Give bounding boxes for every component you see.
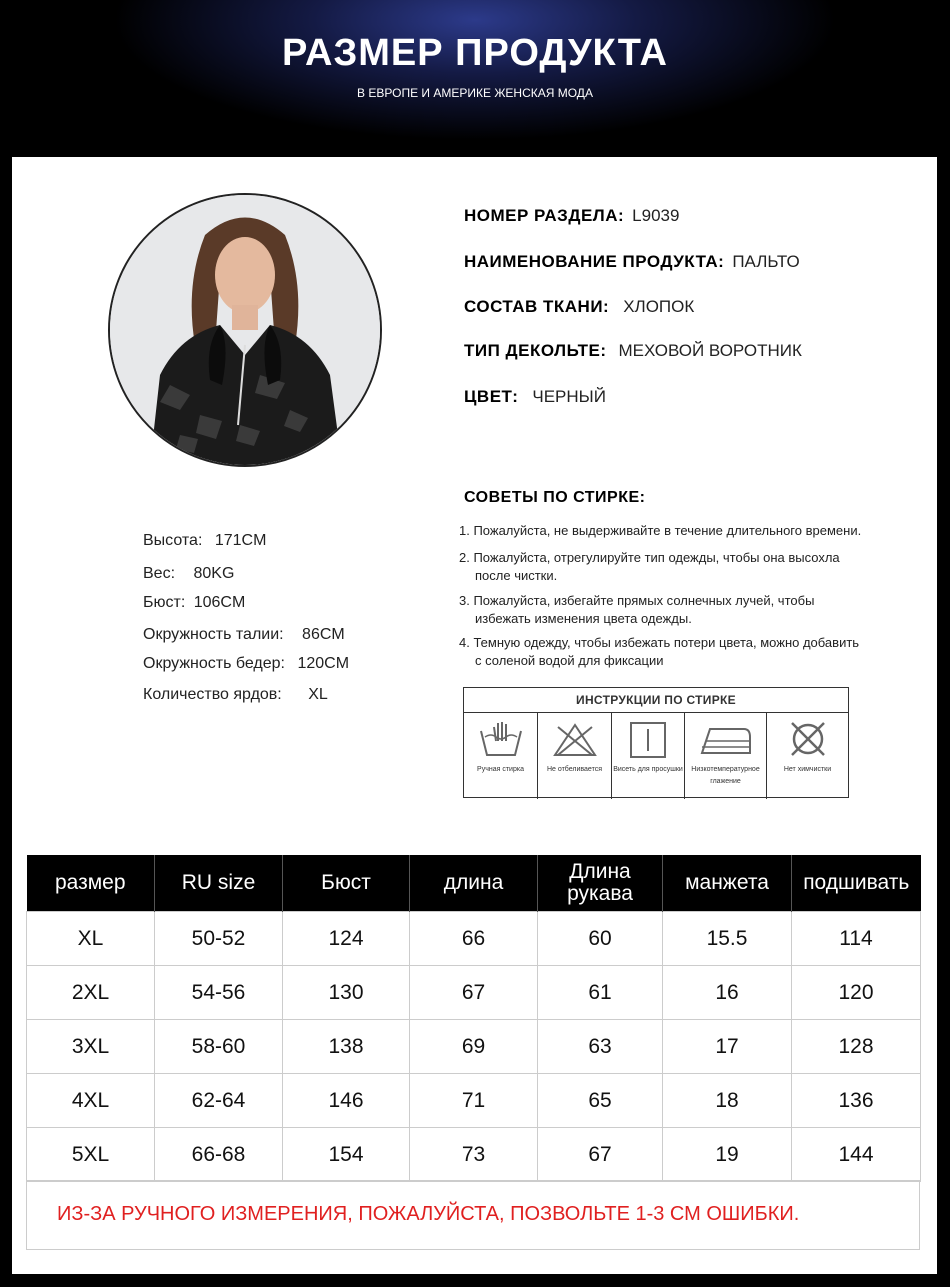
page-subtitle: В ЕВРОПЕ И АМЕРИКЕ ЖЕНСКАЯ МОДА (357, 86, 593, 100)
table-cell: 66 (410, 912, 538, 966)
wash-cell-dry (612, 713, 685, 799)
table-cell: XL (27, 912, 155, 966)
table-cell: 4XL (27, 1074, 155, 1128)
wash-label: Ручная стирка (477, 766, 524, 773)
model-waist: Окружность талии: 86CM (143, 626, 345, 643)
size-table (26, 855, 921, 1182)
washing-title: ИНСТРУКЦИИ ПО СТИРКЕ (464, 688, 848, 713)
table-cell: 124 (283, 912, 410, 966)
table-cell: 2XL (27, 966, 155, 1020)
care-item: 4. Темную одежду, чтобы избежать потери цвета, можно добавить с соленой водой для фиксации (459, 635, 860, 668)
table-cell: 120 (792, 966, 921, 1020)
wash-cell-iron (685, 713, 767, 799)
table-cell: 67 (538, 1128, 663, 1182)
wash-cell-hand (464, 713, 538, 799)
model-photo (108, 193, 382, 467)
table-row (27, 1020, 921, 1074)
model-bust: Бюст: 106CM (143, 594, 246, 611)
table-row (27, 1128, 921, 1182)
table-cell: 62-64 (155, 1074, 283, 1128)
spec-fabric: СОСТАВ ТКАНИ: ХЛОПОК (464, 297, 695, 316)
table-cell: 18 (663, 1074, 792, 1128)
column-header: размер (27, 855, 155, 912)
care-title: СОВЕТЫ ПО СТИРКЕ: (464, 489, 646, 506)
table-cell: 128 (792, 1020, 921, 1074)
table-row (27, 912, 921, 966)
wash-label: Не отбеливается (546, 766, 603, 773)
table-cell: 60 (538, 912, 663, 966)
table-cell: 63 (538, 1020, 663, 1074)
low-iron-icon (696, 719, 756, 759)
model-image-icon (110, 195, 380, 465)
care-item: 2. Пожалуйста, отрегулируйте тип одежды, чтобы она высохла после чистки. (459, 550, 840, 583)
table-cell: 58-60 (155, 1020, 283, 1074)
table-cell: 50-52 (155, 912, 283, 966)
table-cell: 69 (410, 1020, 538, 1074)
column-header: длина (410, 855, 538, 912)
hang-dry-icon (623, 719, 673, 759)
table-cell: 136 (792, 1074, 921, 1128)
table-cell: 15.5 (663, 912, 792, 966)
table-cell: 114 (792, 912, 921, 966)
column-header: Бюст (283, 855, 410, 912)
table-cell: 54-56 (155, 966, 283, 1020)
table-cell: 17 (663, 1020, 792, 1074)
table-cell: 19 (663, 1128, 792, 1182)
column-header: подшивать (792, 855, 921, 912)
header-banner (0, 0, 950, 155)
table-cell: 5XL (27, 1128, 155, 1182)
spec-color: ЦВЕТ: ЧЕРНЫЙ (464, 387, 606, 406)
table-cell: 3XL (27, 1020, 155, 1074)
no-dryclean-icon (783, 719, 833, 759)
page-title: РАЗМЕР ПРОДУКТА (282, 32, 668, 74)
table-cell: 138 (283, 1020, 410, 1074)
table-cell: 61 (538, 966, 663, 1020)
table-cell: 73 (410, 1128, 538, 1182)
wash-label: Низкотемпературное глажение (691, 766, 760, 785)
table-cell: 146 (283, 1074, 410, 1128)
spec-neckline: ТИП ДЕКОЛЬТЕ: МЕХОВОЙ ВОРОТНИК (464, 341, 802, 360)
model-hips: Окружность бедер: 120CM (143, 655, 350, 672)
table-cell: 66-68 (155, 1128, 283, 1182)
table-cell: 67 (410, 966, 538, 1020)
model-size: Количество ярдов: XL (143, 686, 328, 703)
table-cell: 144 (792, 1128, 921, 1182)
wash-cell-bleach (538, 713, 612, 799)
table-row (27, 1074, 921, 1128)
column-header: RU size (155, 855, 283, 912)
table-row (27, 966, 921, 1020)
spec-section-number: НОМЕР РАЗДЕЛА: L9039 (464, 206, 680, 225)
hand-wash-icon (476, 719, 526, 759)
wash-label: Висеть для просушки (613, 766, 683, 773)
no-bleach-icon (550, 719, 600, 759)
column-header: манжета (663, 855, 792, 912)
measurement-note: ИЗ-ЗА РУЧНОГО ИЗМЕРЕНИЯ, ПОЖАЛУЙСТА, ПОЗВОЛЬТЕ 1-3 СМ ОШИБКИ. (26, 1180, 920, 1250)
care-item: 1. Пожалуйста, не выдерживайте в течение длительного времени. (459, 523, 862, 538)
spec-product-name: НАИМЕНОВАНИЕ ПРОДУКТА: ПАЛЬТО (464, 252, 800, 271)
wash-cell-dryclean (767, 713, 848, 799)
table-cell: 16 (663, 966, 792, 1020)
care-item: 3. Пожалуйста, избегайте прямых солнечных лучей, чтобы избежать изменения цвета одежды. (459, 593, 815, 626)
table-header-row (27, 855, 921, 912)
washing-instructions (463, 687, 849, 798)
column-header: Длина рукава (538, 855, 663, 912)
model-height: Высота: 171CM (143, 532, 267, 549)
table-cell: 154 (283, 1128, 410, 1182)
model-weight: Вес: 80KG (143, 565, 235, 582)
table-cell: 65 (538, 1074, 663, 1128)
wash-label: Нет химчистки (783, 766, 832, 773)
table-cell: 71 (410, 1074, 538, 1128)
table-cell: 130 (283, 966, 410, 1020)
